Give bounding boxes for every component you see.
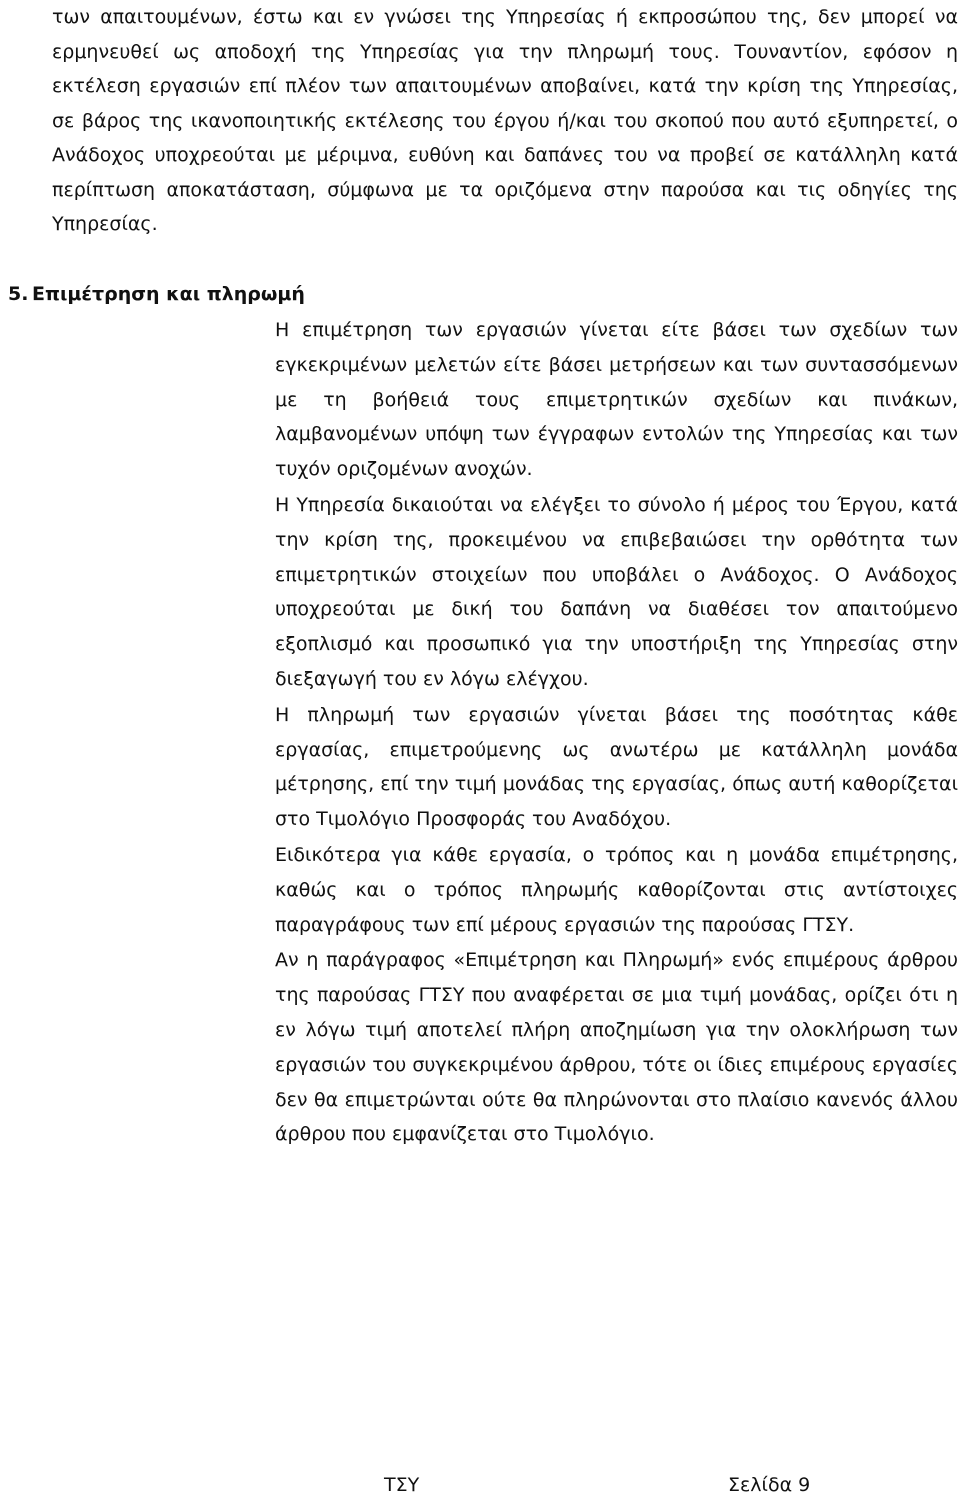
body-paragraph: Η Υπηρεσία δικαιούται να ελέγξει το σύνολο ή μέρος του Έργου, κατά την κρίση της, προκειμένου να επιβεβαιώσει την ορθότητα των επιμετρητικών στοιχείων που υποβάλει ο Ανάδοχος. Ο Ανάδοχος υποχρεούται με δική του δαπάνη να διαθέσει τον απαιτούμενο εξοπλισμό και προσωπικό για την υποστήριξη της Υπηρεσίας στην διεξαγωγή του εν λόγω ελέγχου. xyxy=(275,493,958,690)
section-heading xyxy=(8,277,305,311)
body-paragraph: Η επιμέτρηση των εργασιών γίνεται είτε βάσει των σχεδίων των εγκεκριμένων μελετών είτε βάσει μετρήσεων και των συντασσόμενων με τη βοήθειά τους επιμετρητικών σχεδίων και πινάκων, λαμβανομένων υπόψη των έγγραφων εντολών της Υπηρεσίας και των τυχόν οριζομένων ανοχών. xyxy=(275,319,958,481)
body-paragraph: Η πληρωμή των εργασιών γίνεται βάσει της ποσότητας κάθε εργασίας, επιμετρούμενης ως ανωτέρω με κατάλληλη μονάδα μέτρησης, επί την τιμή μονάδας της εργασίας, όπως αυτή καθορίζεται στο Τιμολόγιο Προσφοράς του Αναδόχου. xyxy=(275,703,958,831)
intro-paragraph: των απαιτουμένων, έστω και εν γνώσει της Υπηρεσίας ή εκπροσώπου της, δεν μπορεί να ερμηνευθεί ως αποδοχή της Υπηρεσίας για την πληρωμή τους. Τουναντίον, εφόσον η εκτέλεση εργασιών επί πλέον των απαιτουμένων αποβαίνει, κατά την κρίση της Υπηρεσίας, σε βάρος της ικανοποιητικής εκτέλεσης του έργου ή/και του σκοπού που αυτό εξυπηρετεί, ο Ανάδοχος υποχρεούται με μέριμνα, ευθύνη και δαπάνες του να προβεί σε κατάλληλη κατά περίπτωση αποκατάσταση, σύμφωνα με τα οριζόμενα στην παρούσα και τις οδηγίες της Υπηρεσίας. xyxy=(52,6,958,235)
section-body xyxy=(275,313,958,1153)
body-paragraph: Ειδικότερα για κάθε εργασία, ο τρόπος και η μονάδα επιμέτρησης, καθώς και ο τρόπος πληρωμής καθορίζονται στις αντίστοιχες παραγράφους των επί μέρους εργασιών της παρούσας ΓΤΣΥ. xyxy=(275,843,958,936)
section-number: 5. xyxy=(8,283,29,305)
section-title: Επιμέτρηση και πληρωμή xyxy=(32,283,305,305)
footer-page-number: Σελίδα 9 xyxy=(728,1474,811,1496)
footer-doc-code: ΤΣΥ xyxy=(384,1474,420,1496)
body-paragraph: Αν η παράγραφος «Επιμέτρηση και Πληρωμή» ενός επιμέρους άρθρου της παρούσας ΓΤΣΥ που αναφέρεται σε μια τιμή μονάδας, ορίζει ότι η εν λόγω τιμή αποτελεί πλήρη αποζημίωση για την ολοκλήρωση των εργασιών του συγκεκριμένου άρθρου, τότε οι ίδιες επιμέρους εργασίες δεν θα επιμετρώνται ούτε θα πληρώνονται στο πλαίσιο κανενός άλλου άρθρου που εμφανίζεται στο Τιμολόγιο. xyxy=(275,949,958,1146)
